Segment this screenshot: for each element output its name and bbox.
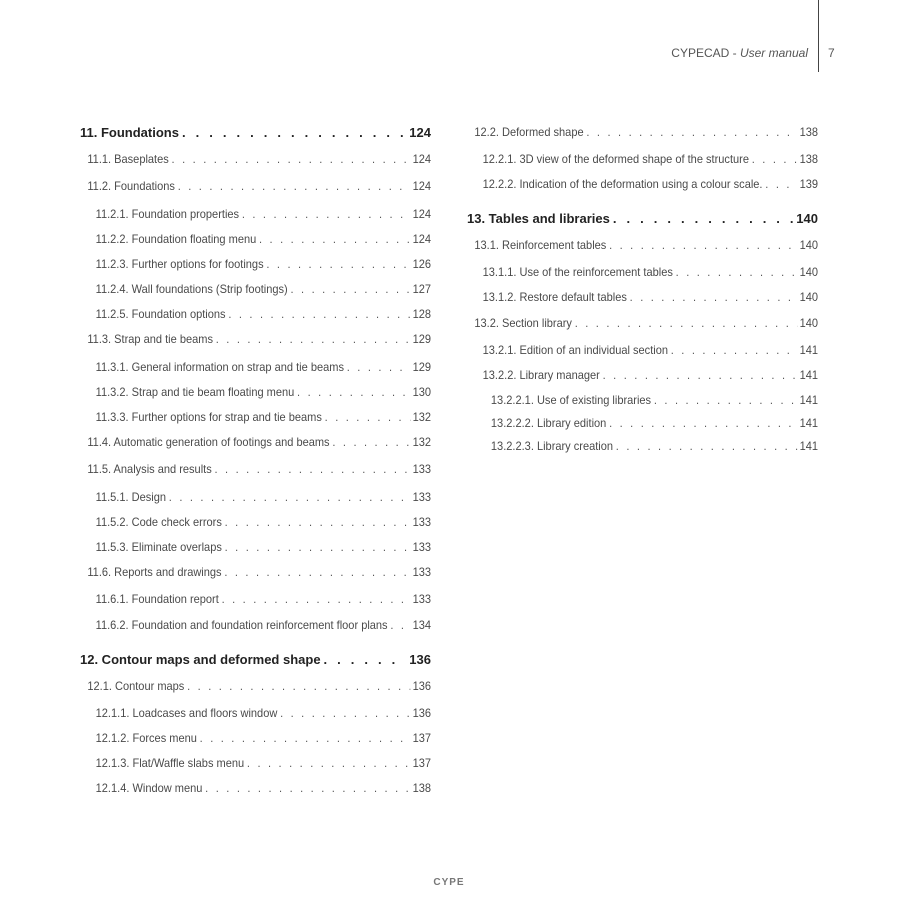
toc-entry-label: 12.1.2. Forces menu xyxy=(95,731,197,745)
leader-dots xyxy=(613,211,793,226)
toc-entry-page: 138 xyxy=(799,152,819,166)
toc-entry-label: 13.2. Section library xyxy=(474,316,572,330)
toc-entry-page: 129 xyxy=(412,360,432,374)
toc-entry[interactable] xyxy=(80,282,431,298)
toc-entry[interactable] xyxy=(467,177,818,193)
toc-entry[interactable] xyxy=(467,368,818,384)
page-number: 7 xyxy=(828,46,835,60)
toc-entry-page: 138 xyxy=(799,125,819,139)
toc-entry-label: 13.1.2. Restore default tables xyxy=(482,290,627,304)
toc-entry-page: 124 xyxy=(412,152,432,166)
toc-entry-page: 132 xyxy=(412,410,432,424)
leader-dots xyxy=(178,179,410,193)
toc-entry[interactable] xyxy=(467,316,818,332)
toc-entry[interactable] xyxy=(467,393,818,409)
toc-entry-page: 139 xyxy=(799,177,819,191)
toc-entry-label: 11.1. Baseplates xyxy=(87,152,169,166)
leader-dots xyxy=(586,125,796,139)
toc-entry[interactable] xyxy=(467,211,818,227)
toc-entry-label: 13. Tables and libraries xyxy=(467,211,610,226)
toc-entry-page: 126 xyxy=(412,257,432,271)
leader-dots xyxy=(169,490,410,504)
toc-entry[interactable] xyxy=(80,307,431,323)
leader-dots xyxy=(676,265,797,279)
toc-entry[interactable] xyxy=(80,360,431,376)
toc-entry-page: 137 xyxy=(412,731,432,745)
toc-entry[interactable] xyxy=(80,179,431,195)
toc-entry-label: 11.2.5. Foundation options xyxy=(95,307,226,321)
toc-entry[interactable] xyxy=(467,238,818,254)
running-header xyxy=(671,46,808,60)
toc-entry-page: 140 xyxy=(799,290,819,304)
toc-entry-page: 134 xyxy=(412,618,432,632)
toc-entry[interactable] xyxy=(80,490,431,506)
toc-entry-label: 13.2.2. Library manager xyxy=(482,368,600,382)
toc-entry-label: 13.2.2.1. Use of existing libraries xyxy=(490,393,652,407)
toc-entry-label: 11.6.2. Foundation and foundation reinforcement floor plans xyxy=(95,618,388,632)
toc-entry-label: 12.2. Deformed shape xyxy=(474,125,584,139)
toc-entry-page: 137 xyxy=(412,756,432,770)
toc-entry[interactable] xyxy=(80,679,431,695)
toc-entry-page: 133 xyxy=(412,515,432,529)
toc-entry-page: 141 xyxy=(799,416,819,430)
toc-entry[interactable] xyxy=(80,652,431,668)
toc-entry[interactable] xyxy=(467,265,818,281)
leader-dots xyxy=(222,592,410,606)
toc-entry-page: 133 xyxy=(412,490,432,504)
toc-entry[interactable] xyxy=(80,731,431,747)
toc-entry[interactable] xyxy=(467,343,818,359)
toc-entry-page: 130 xyxy=(412,385,432,399)
leader-dots xyxy=(390,618,409,632)
toc-entry[interactable] xyxy=(80,618,431,634)
leader-dots xyxy=(187,679,410,693)
toc-entry[interactable] xyxy=(80,257,431,273)
leader-dots xyxy=(280,706,410,720)
leader-dots xyxy=(216,332,410,346)
toc-entry-page: 128 xyxy=(412,307,432,321)
toc-entry-page: 141 xyxy=(799,439,819,453)
toc-entry-label: 12.2.2. Indication of the deformation using a colour scale. xyxy=(482,177,763,191)
leader-dots xyxy=(325,410,410,424)
toc-entry-label: 13.2.2.2. Library edition xyxy=(490,416,607,430)
toc-entry-label: 11.3.2. Strap and tie beam floating menu xyxy=(95,385,295,399)
toc-entry[interactable] xyxy=(80,515,431,531)
leader-dots xyxy=(214,462,409,476)
toc-entry[interactable] xyxy=(467,125,818,141)
toc-entry-label: 11.6. Reports and drawings xyxy=(87,565,222,579)
toc-entry-label: 13.1.1. Use of the reinforcement tables xyxy=(482,265,673,279)
toc-entry-label: 11.3.1. General information on strap and tie beams xyxy=(95,360,344,374)
leader-dots xyxy=(609,416,797,430)
toc-entry-label: 11.3. Strap and tie beams xyxy=(87,332,213,346)
leader-dots xyxy=(228,307,409,321)
toc-entry[interactable] xyxy=(80,152,431,168)
toc-entry-label: 11.2.4. Wall foundations (Strip footings) xyxy=(95,282,288,296)
toc-entry-label: 12.1.4. Window menu xyxy=(95,781,203,795)
toc-entry-label: 11.6.1. Foundation report xyxy=(95,592,219,606)
toc-entry[interactable] xyxy=(80,232,431,248)
toc-entry[interactable] xyxy=(467,152,818,168)
toc-entry-page: 140 xyxy=(799,316,819,330)
leader-dots xyxy=(603,368,797,382)
leader-dots xyxy=(752,152,797,166)
leader-dots xyxy=(224,565,409,579)
toc-entry-page: 124 xyxy=(412,179,432,193)
toc-entry[interactable] xyxy=(467,439,818,455)
leader-dots xyxy=(200,731,410,745)
leader-dots xyxy=(654,393,797,407)
toc-entry-label: 12.1. Contour maps xyxy=(87,679,185,693)
toc-entry[interactable] xyxy=(80,207,431,223)
toc-entry-page: 136 xyxy=(412,679,432,693)
leader-dots xyxy=(630,290,797,304)
leader-dots xyxy=(266,257,409,271)
header-manual-title: User manual xyxy=(739,46,808,60)
toc-entry[interactable] xyxy=(80,435,431,451)
leader-dots xyxy=(609,238,797,252)
leader-dots xyxy=(290,282,409,296)
toc-entry-page: 140 xyxy=(799,238,819,252)
toc-entry[interactable] xyxy=(80,125,431,141)
leader-dots xyxy=(205,781,410,795)
toc-entry-label: 13.2.2.3. Library creation xyxy=(490,439,614,453)
header-separator: - xyxy=(729,46,740,60)
leader-dots xyxy=(324,652,407,667)
toc-entry-page: 133 xyxy=(412,592,432,606)
toc-entry-label: 12.1.3. Flat/Waffle slabs menu xyxy=(95,756,245,770)
leader-dots xyxy=(225,540,410,554)
leader-dots xyxy=(242,207,410,221)
header-product: CYPECAD xyxy=(671,46,730,60)
toc-entry[interactable] xyxy=(467,416,818,432)
leader-dots xyxy=(297,385,410,399)
toc-entry[interactable] xyxy=(80,385,431,401)
toc-entry-label: 12.2.1. 3D view of the deformed shape of the structure xyxy=(482,152,749,166)
toc-entry-page: 141 xyxy=(799,343,819,357)
toc-entry-label: 13.2.1. Edition of an individual section xyxy=(482,343,668,357)
toc-entry-page: 141 xyxy=(799,368,819,382)
toc-entry-label: 11.2. Foundations xyxy=(87,179,175,193)
toc-entry-page: 138 xyxy=(412,781,432,795)
toc-entry-label: 11. Foundations xyxy=(80,125,179,140)
toc-entry-page: 124 xyxy=(412,232,432,246)
leader-dots xyxy=(259,232,410,246)
toc-entry-label: 11.5.1. Design xyxy=(95,490,167,504)
toc-entry[interactable] xyxy=(80,540,431,556)
toc-entry-label: 11.5. Analysis and results xyxy=(87,462,212,476)
footer-brand: CYPE xyxy=(433,877,465,888)
toc-entry-page: 133 xyxy=(412,540,432,554)
toc-entry-page: 132 xyxy=(412,435,432,449)
toc-entry-page: 124 xyxy=(409,125,431,140)
header-divider xyxy=(818,0,819,72)
leader-dots xyxy=(671,343,797,357)
toc-entry-label: 11.2.1. Foundation properties xyxy=(95,207,240,221)
toc-entry-page: 124 xyxy=(412,207,432,221)
leader-dots xyxy=(172,152,410,166)
toc-entry[interactable] xyxy=(80,565,431,581)
toc-entry[interactable] xyxy=(80,410,431,426)
toc-entry-page: 133 xyxy=(412,462,432,476)
toc-entry-label: 12.1.1. Loadcases and floors window xyxy=(95,706,278,720)
toc-entry-label: 11.4. Automatic generation of footings and beams xyxy=(87,435,330,449)
leader-dots xyxy=(225,515,410,529)
toc-entry-page: 136 xyxy=(412,706,432,720)
toc-entry-page: 136 xyxy=(409,652,431,667)
toc-entry-label: 11.3.3. Further options for strap and tie beams xyxy=(95,410,322,424)
toc-entry[interactable] xyxy=(80,781,431,797)
leader-dots xyxy=(247,756,410,770)
toc-entry-label: 13.1. Reinforcement tables xyxy=(474,238,607,252)
toc-entry-label: 11.5.3. Eliminate overlaps xyxy=(95,540,222,554)
leader-dots xyxy=(765,177,797,191)
leader-dots xyxy=(182,125,406,140)
leader-dots xyxy=(332,435,409,449)
toc-entry-page: 140 xyxy=(796,211,818,226)
toc-entry[interactable] xyxy=(80,592,431,608)
toc-entry-label: 11.2.2. Foundation floating menu xyxy=(95,232,257,246)
toc-entry-label: 12. Contour maps and deformed shape xyxy=(80,652,321,667)
toc-entry[interactable] xyxy=(80,756,431,772)
toc-entry-page: 133 xyxy=(412,565,432,579)
toc-entry-page: 127 xyxy=(412,282,432,296)
toc-entry-page: 140 xyxy=(799,265,819,279)
toc-entry-label: 11.5.2. Code check errors xyxy=(95,515,222,529)
toc-entry[interactable] xyxy=(80,462,431,478)
toc-entry-label: 11.2.3. Further options for footings xyxy=(95,257,264,271)
toc-entry[interactable] xyxy=(467,290,818,306)
leader-dots xyxy=(616,439,797,453)
toc-entry[interactable] xyxy=(80,706,431,722)
leader-dots xyxy=(575,316,797,330)
toc-entry-page: 129 xyxy=(412,332,432,346)
toc-entry-page: 141 xyxy=(799,393,819,407)
leader-dots xyxy=(347,360,410,374)
toc-entry[interactable] xyxy=(80,332,431,348)
